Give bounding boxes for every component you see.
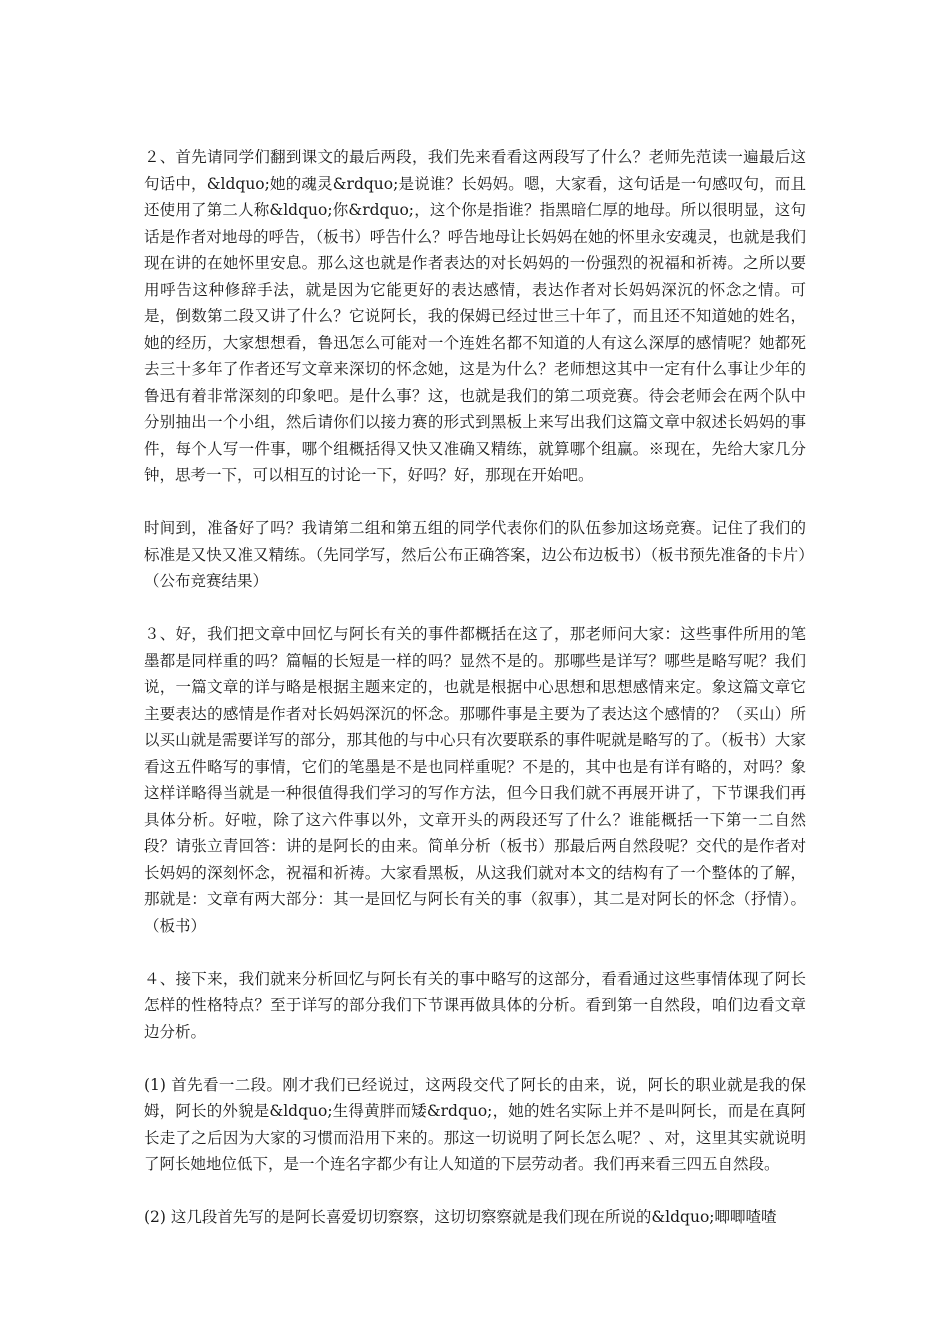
document-page xyxy=(144,144,806,1231)
paragraph-4-2: (2) 这几段首先写的是阿长喜爱切切察察，这切切察察就是我们现在所说的&ldquo;唧唧喳喳 xyxy=(144,1208,777,1226)
paragraph-4-1: (1) 首先看一二段。刚才我们已经说过，这两段交代了阿长的由来，说，阿长的职业就是我的保姆，阿长的外貌是&ldquo;生得黄胖而矮&rdquo;，她的姓名实际上并不是叫阿长，而是在真阿长走了之后因为大家的习惯而沿用下来的。那这一切说明了阿长怎么呢？、对，这里其实就说明了阿长她地位低下，是一个连名字都少有让人知道的下层劳动者。我们再来看三四五自然段。 xyxy=(144,1075,806,1173)
paragraph-4: ４、接下来，我们就来分析回忆与阿长有关的事中略写的这部分，看看通过这些事情体现了阿长怎样的性格特点？至于详写的部分我们下节课再做具体的分析。看到第一自然段，咱们边看文章边分析。 xyxy=(144,969,806,1041)
paragraph-2: ２、首先请同学们翻到课文的最后两段，我们先来看看这两段写了什么？老师先范读一遍最后这句话中，&ldquo;她的魂灵&rdquo;是说谁？长妈妈。嗯，大家看，这句话是一句感叹句，而且还使用了第二人称&ldquo;你&rdquo;，这个你是指谁？指黑暗仁厚的地母。所以很明显，这句话是作者对地母的呼告，（板书）呼告什么？呼告地母让长妈妈在她的怀里永安魂灵，也就是我们现在讲的在她怀里安息。那么这也就是作者表达的对长妈妈的一份强烈的祝福和祈祷。之所以要用呼告这种修辞手法，就是因为它能更好的表达感情，表达作者对长妈妈深沉的怀念之情。可是，倒数第二段又讲了什么？它说阿长，我的保姆已经过世三十年了，而且还不知道她的姓名，她的经历，大家想想看，鲁迅怎么可能对一个连姓名都不知道的人有这么深厚的感情呢？她都死去三十多年了作者还写文章来深切的怀念她，这是为什么？老师想这其中一定有什么事让少年的鲁迅有着非常深刻的印象吧。是什么事？这，也就是我们的第二项竞赛。待会老师会在两个队中分别抽出一个小组，然后请你们以接力赛的形式到黑板上来写出我们这篇文章中叙述长妈妈的事件，每个人写一件事，哪个组概括得又快又准确又精练，就算哪个组赢。※现在，先给大家几分钟，思考一下，可以相互的讨论一下，好吗？好，那现在开始吧。 xyxy=(144,148,806,484)
paragraph-3: ３、好，我们把文章中回忆与阿长有关的事件都概括在这了，那老师问大家：这些事件所用的笔墨都是同样重的吗？篇幅的长短是一样的吗？显然不是的。那哪些是详写？哪些是略写呢？我们说，一篇文章的详与略是根据主题来定的，也就是根据中心思想和思想感情来定。象这篇文章它主要表达的感情是作者对长妈妈深沉的怀念。那哪件事是主要为了表达这个感情的？（买山）所以买山就是需要详写的部分，那其他的与中心只有次要联系的事件呢就是略写的了。（板书）大家看这五件略写的事情，它们的笔墨是不是也同样重呢？不是的，其中也是有详有略的，对吗？象这样详略得当就是一种很值得我们学习的写作方法，但今日我们就不再展开讲了，下节课我们再具体分析。好啦，除了这六件事以外，文章开头的两段还写了什么？谁能概括一下第一二自然段？请张立青回答：讲的是阿长的由来。简单分析（板书）那最后两自然段呢？交代的是作者对长妈妈的深刻怀念，祝福和祈祷。大家看黑板，从这我们就对本文的结构有了一个整体的了解，那就是：文章有两大部分：其一是回忆与阿长有关的事（叙事），其二是对阿长的怀念（抒情）。（板书） xyxy=(144,625,806,935)
paragraph-time-up: 时间到，准备好了吗？我请第二组和第五组的同学代表你们的队伍参加这场竞赛。记住了我们的标准是又快又准又精练。（先同学写，然后公布正确答案，边公布边板书）（板书预先准备的卡片）（公布竞赛结果） xyxy=(144,519,806,590)
